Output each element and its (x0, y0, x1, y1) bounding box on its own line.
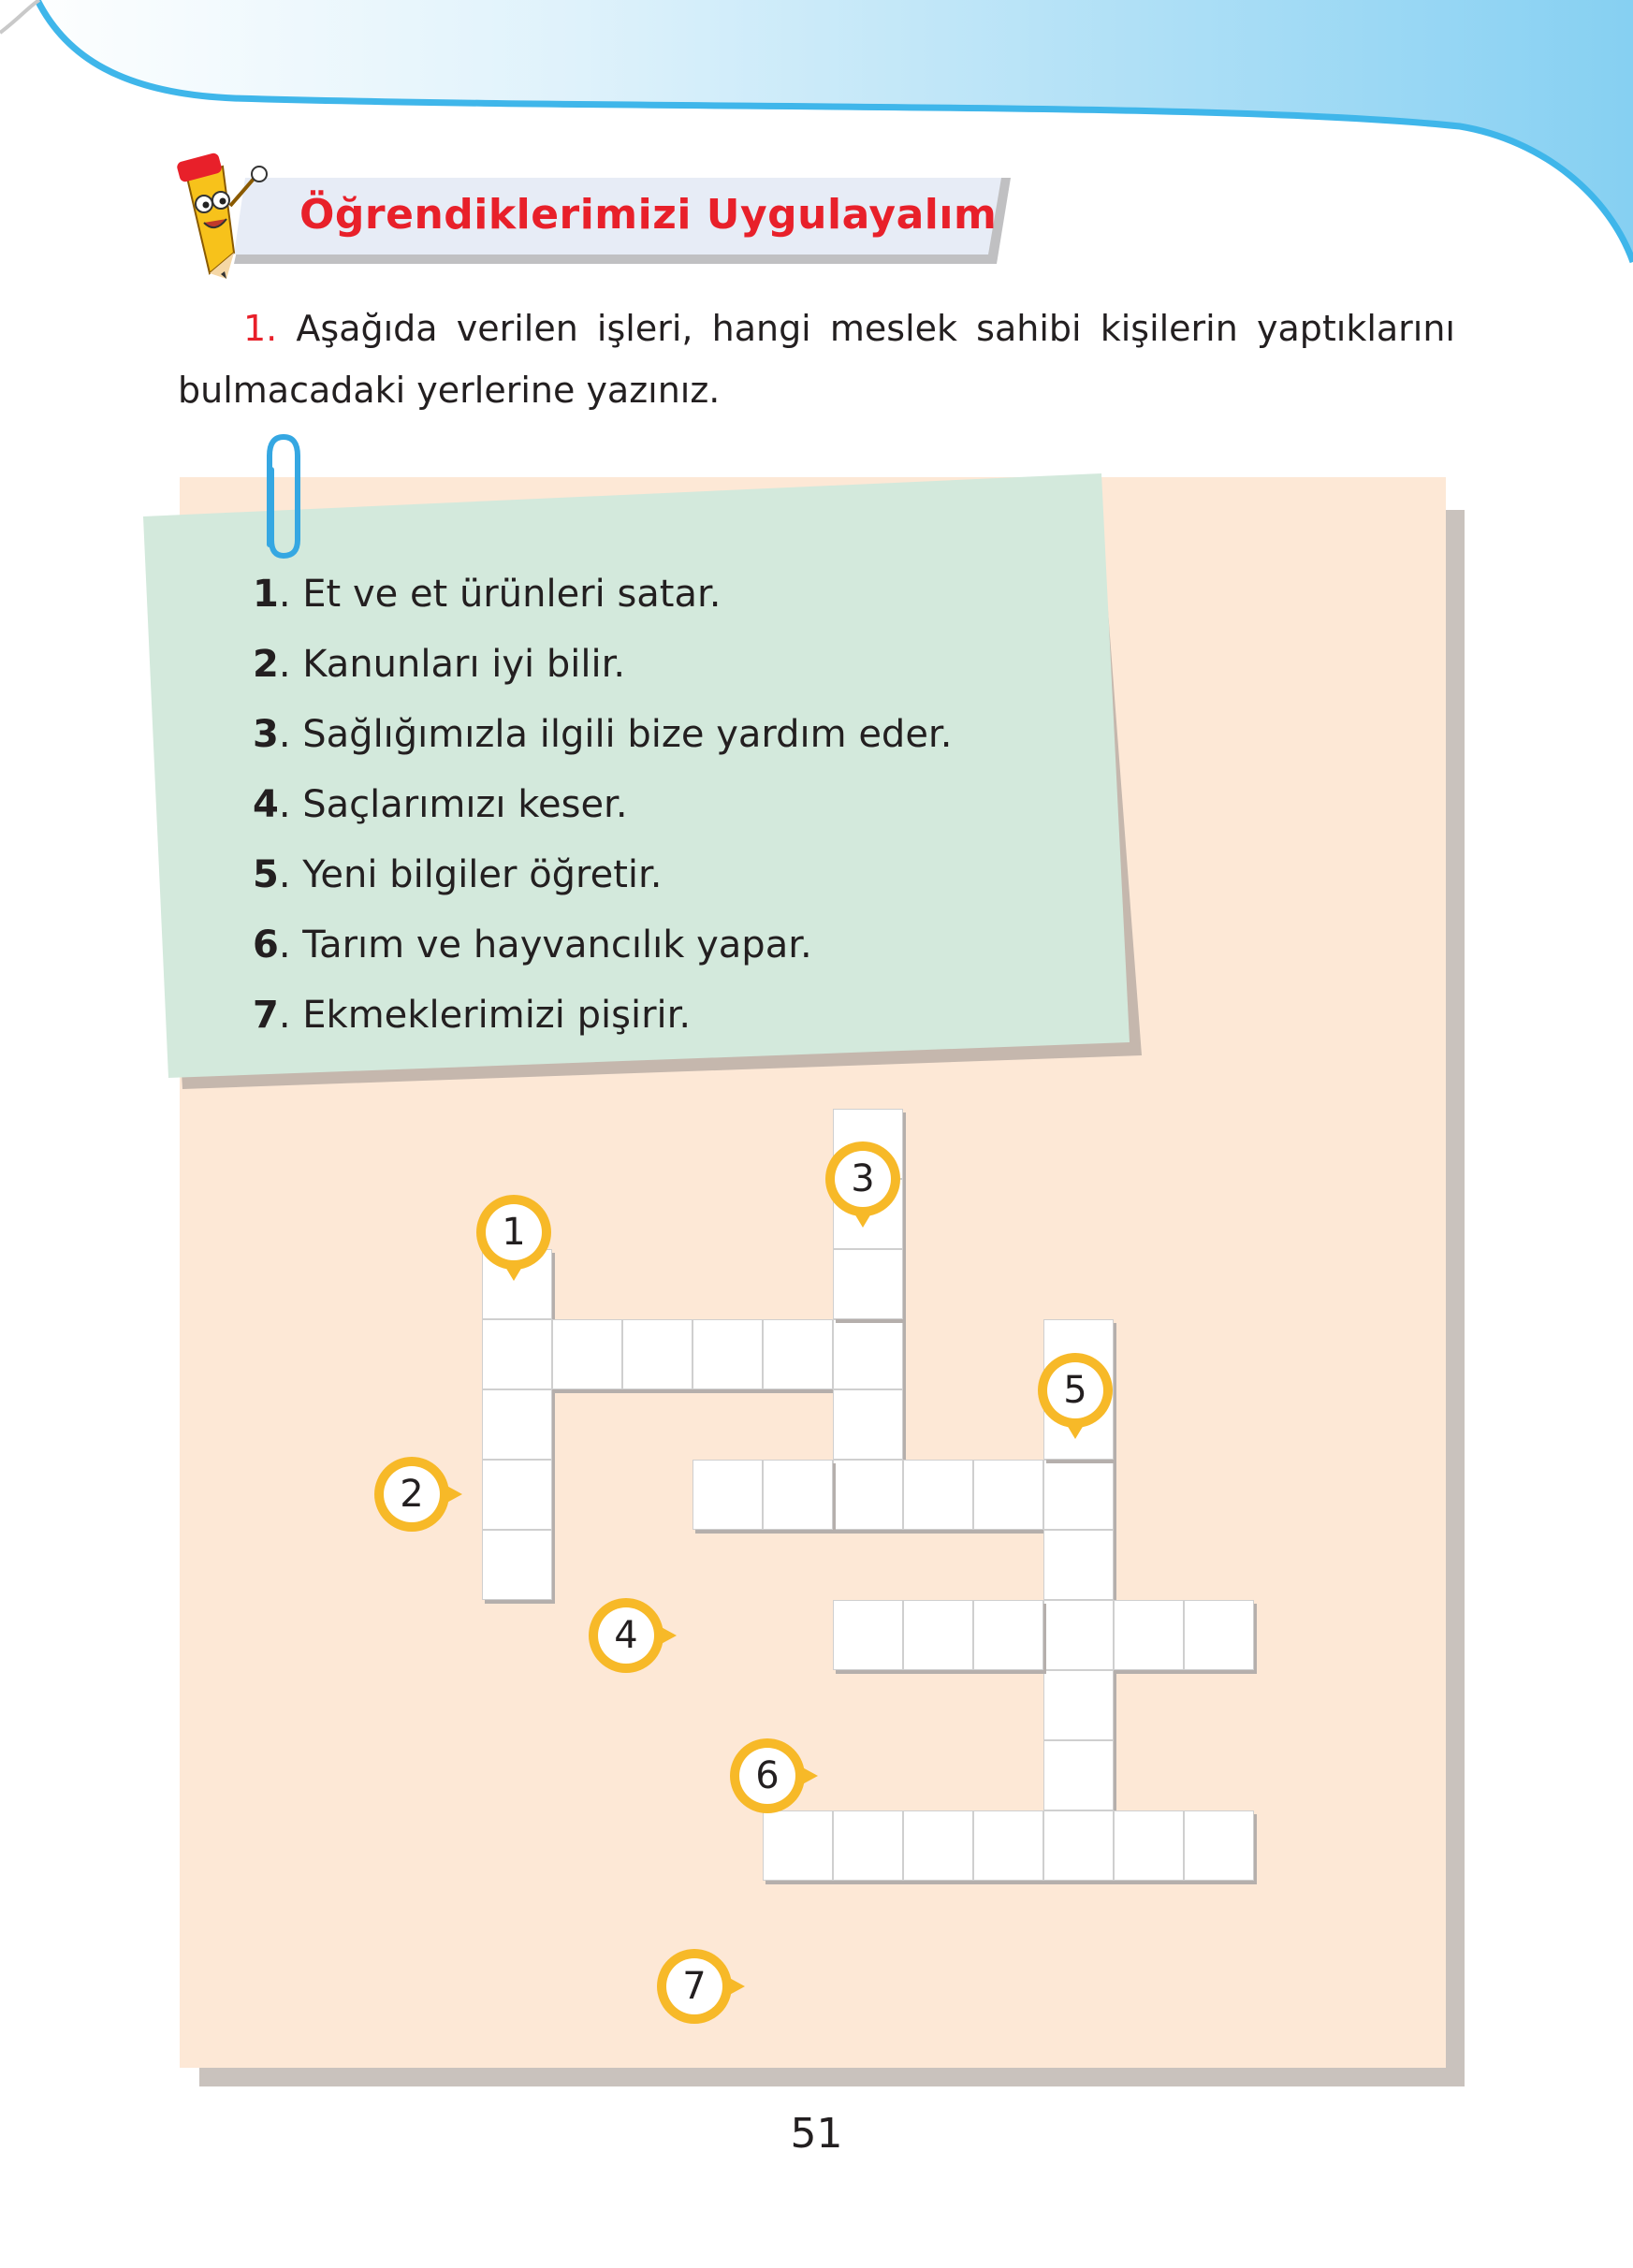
clue-marker-6 (728, 1737, 820, 1828)
crossword-cell[interactable] (973, 1600, 1043, 1670)
crossword-cell[interactable] (1043, 1460, 1114, 1530)
clue-item: 2. Kanunları iyi bilir. (253, 643, 626, 686)
clue-item: 6. Tarım ve hayvancılık yapar. (253, 923, 812, 967)
crossword-cell[interactable] (1184, 1810, 1254, 1881)
question-number: 1. (243, 308, 278, 349)
crossword-cell[interactable] (693, 1460, 763, 1530)
crossword-cell[interactable] (833, 1389, 903, 1460)
crossword-cell[interactable] (482, 1460, 552, 1530)
crossword-cell[interactable] (903, 1810, 973, 1881)
clue-marker-7 (655, 1947, 747, 2039)
crossword-cell[interactable] (482, 1530, 552, 1600)
paperclip-icon (260, 432, 307, 563)
crossword-cell[interactable] (973, 1810, 1043, 1881)
crossword-cell[interactable] (833, 1319, 903, 1389)
crossword-cell[interactable] (973, 1460, 1043, 1530)
pencil-mascot-icon (168, 150, 271, 281)
clue-item: 3. Sağlığımızla ilgili bize yardım eder. (253, 713, 953, 756)
clue-marker-number: 1 (502, 1211, 526, 1254)
crossword-cell[interactable] (763, 1460, 833, 1530)
clue-marker-number: 5 (1063, 1369, 1087, 1412)
clue-marker-number: 3 (851, 1157, 875, 1200)
crossword-cell[interactable] (1043, 1600, 1114, 1670)
crossword-cell[interactable] (1043, 1530, 1114, 1600)
crossword-cell[interactable] (693, 1319, 763, 1389)
crossword-cell[interactable] (1043, 1670, 1114, 1740)
crossword-cell[interactable] (1114, 1810, 1184, 1881)
crossword-cell[interactable] (1043, 1810, 1114, 1881)
clue-marker-3 (824, 1140, 915, 1231)
clue-marker-number: 4 (614, 1614, 638, 1657)
clue-marker-4 (587, 1596, 678, 1688)
clue-marker-number: 7 (682, 1965, 707, 2008)
crossword-cell[interactable] (1184, 1600, 1254, 1670)
crossword-cell[interactable] (482, 1389, 552, 1460)
clue-list (253, 560, 952, 1051)
crossword-cell[interactable] (622, 1319, 693, 1389)
clue-marker-2 (372, 1455, 464, 1547)
clue-item: 4. Saçlarımızı keser. (253, 783, 628, 826)
crossword-cell[interactable] (833, 1600, 903, 1670)
crossword-cell[interactable] (763, 1319, 833, 1389)
crossword-cell[interactable] (1043, 1740, 1114, 1810)
crossword-cell[interactable] (903, 1460, 973, 1530)
clue-item: 1. Et ve et ürünleri satar. (253, 573, 722, 616)
clue-marker-number: 6 (755, 1754, 780, 1797)
crossword-cell[interactable] (833, 1249, 903, 1319)
crossword-cell[interactable] (552, 1319, 622, 1389)
crossword-cell[interactable] (482, 1319, 552, 1389)
crossword-cell[interactable] (833, 1460, 903, 1530)
question-instruction (178, 298, 1455, 421)
crossword-cell[interactable] (1114, 1600, 1184, 1670)
page-number: 51 (790, 2110, 843, 2158)
clue-item: 5. Yeni bilgiler öğretir. (253, 853, 663, 896)
clue-marker-5 (1036, 1351, 1128, 1443)
clue-marker-1 (474, 1193, 566, 1285)
crossword-cell[interactable] (903, 1600, 973, 1670)
question-text: Aşağıda verilen işleri, hangi meslek sahibi kişilerin yaptıklarını bulmacadaki yerlerine yazınız. (178, 308, 1455, 411)
crossword-cell[interactable] (833, 1810, 903, 1881)
section-header (168, 150, 1011, 281)
clue-item: 7. Ekmeklerimizi pişirir. (253, 994, 692, 1037)
clue-marker-number: 2 (400, 1473, 424, 1516)
section-title: Öğrendiklerimizi Uygulayalım (299, 191, 998, 239)
